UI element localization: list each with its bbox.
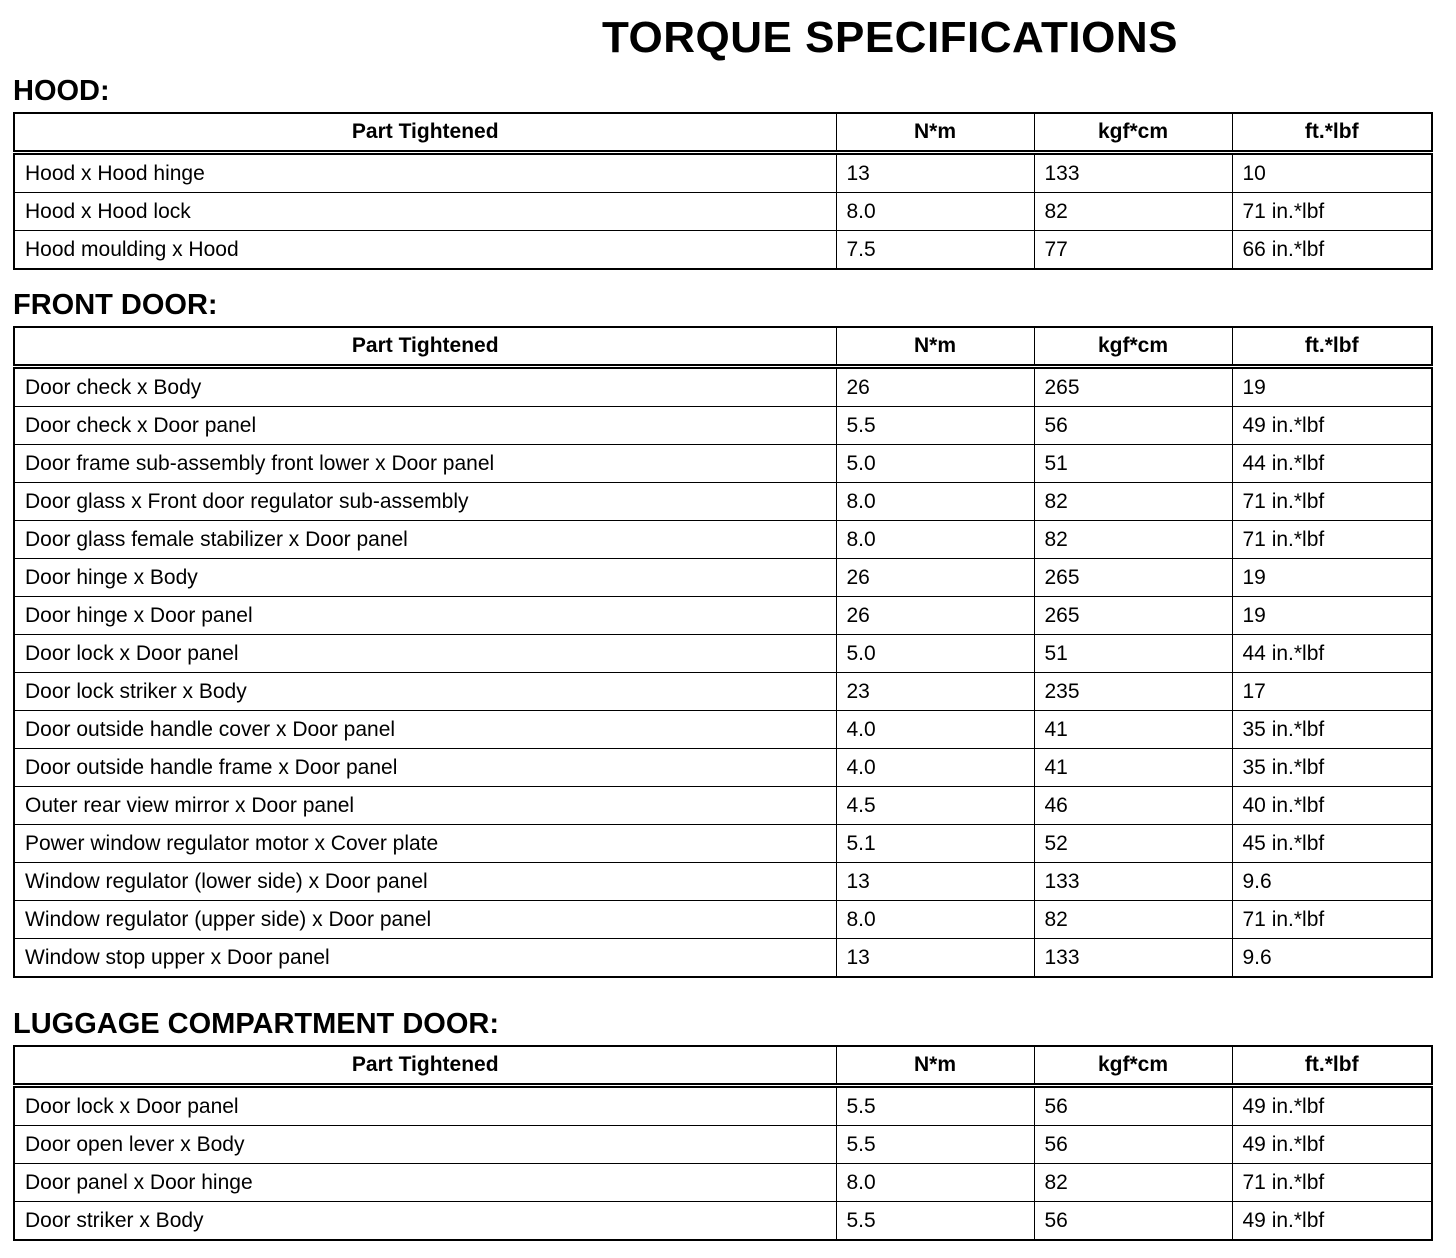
cell-part-tightened: Door glass female stabilizer x Door panel	[14, 521, 836, 559]
cell-ft-lbf: 71 in.*lbf	[1232, 1164, 1432, 1202]
cell-newton-meter: 5.0	[836, 445, 1034, 483]
cell-kgf-cm: 51	[1034, 635, 1232, 673]
cell-kgf-cm: 235	[1034, 673, 1232, 711]
table-row	[14, 1126, 1432, 1164]
cell-newton-meter: 26	[836, 367, 1034, 407]
cell-part-tightened: Hood x Hood lock	[14, 193, 836, 231]
cell-newton-meter: 26	[836, 597, 1034, 635]
front-door-section	[13, 288, 1431, 978]
table-row	[14, 597, 1432, 635]
cell-part-tightened: Door glass x Front door regulator sub-assembly	[14, 483, 836, 521]
table-row	[14, 193, 1432, 231]
cell-ft-lbf: 10	[1232, 153, 1432, 193]
cell-kgf-cm: 133	[1034, 863, 1232, 901]
cell-newton-meter: 4.0	[836, 749, 1034, 787]
front-door-heading: FRONT DOOR:	[13, 289, 218, 321]
cell-ft-lbf: 44 in.*lbf	[1232, 445, 1432, 483]
cell-ft-lbf: 49 in.*lbf	[1232, 407, 1432, 445]
cell-newton-meter: 8.0	[836, 483, 1034, 521]
cell-part-tightened: Door lock striker x Body	[14, 673, 836, 711]
column-header-ft-lbf: ft.*lbf	[1232, 1046, 1432, 1086]
table-header-row	[14, 327, 1432, 367]
cell-part-tightened: Door striker x Body	[14, 1202, 836, 1241]
cell-kgf-cm: 265	[1034, 367, 1232, 407]
cell-part-tightened: Hood moulding x Hood	[14, 231, 836, 270]
luggage-compartment-door-torque-table	[13, 1045, 1433, 1241]
cell-part-tightened: Door outside handle frame x Door panel	[14, 749, 836, 787]
column-header-kgf-cm: kgf*cm	[1034, 327, 1232, 367]
cell-part-tightened: Hood x Hood hinge	[14, 153, 836, 193]
cell-kgf-cm: 133	[1034, 939, 1232, 978]
column-header-ft-lbf: ft.*lbf	[1232, 113, 1432, 153]
cell-kgf-cm: 133	[1034, 153, 1232, 193]
cell-ft-lbf: 40 in.*lbf	[1232, 787, 1432, 825]
cell-part-tightened: Door lock x Door panel	[14, 635, 836, 673]
cell-ft-lbf: 49 in.*lbf	[1232, 1202, 1432, 1241]
cell-ft-lbf: 71 in.*lbf	[1232, 483, 1432, 521]
table-row	[14, 901, 1432, 939]
table-row	[14, 787, 1432, 825]
cell-newton-meter: 26	[836, 559, 1034, 597]
cell-kgf-cm: 265	[1034, 597, 1232, 635]
cell-kgf-cm: 52	[1034, 825, 1232, 863]
cell-ft-lbf: 49 in.*lbf	[1232, 1086, 1432, 1126]
cell-kgf-cm: 82	[1034, 901, 1232, 939]
cell-newton-meter: 8.0	[836, 193, 1034, 231]
cell-ft-lbf: 17	[1232, 673, 1432, 711]
table-row	[14, 445, 1432, 483]
cell-kgf-cm: 51	[1034, 445, 1232, 483]
cell-ft-lbf: 45 in.*lbf	[1232, 825, 1432, 863]
table-row	[14, 825, 1432, 863]
cell-part-tightened: Door check x Body	[14, 367, 836, 407]
column-header-part-tightened: Part Tightened	[14, 327, 836, 367]
cell-part-tightened: Door frame sub-assembly front lower x Door panel	[14, 445, 836, 483]
table-row	[14, 559, 1432, 597]
column-header-newton-meter: N*m	[836, 1046, 1034, 1086]
column-header-part-tightened: Part Tightened	[14, 113, 836, 153]
cell-ft-lbf: 19	[1232, 367, 1432, 407]
table-row	[14, 231, 1432, 270]
luggage-compartment-door-heading: LUGGAGE COMPARTMENT DOOR:	[13, 1008, 499, 1040]
cell-newton-meter: 5.5	[836, 407, 1034, 445]
cell-ft-lbf: 35 in.*lbf	[1232, 711, 1432, 749]
cell-kgf-cm: 82	[1034, 1164, 1232, 1202]
luggage-compartment-door-section	[13, 1007, 1431, 1241]
cell-ft-lbf: 71 in.*lbf	[1232, 193, 1432, 231]
cell-newton-meter: 23	[836, 673, 1034, 711]
cell-part-tightened: Door hinge x Body	[14, 559, 836, 597]
cell-part-tightened: Door outside handle cover x Door panel	[14, 711, 836, 749]
table-row	[14, 673, 1432, 711]
column-header-ft-lbf: ft.*lbf	[1232, 327, 1432, 367]
cell-part-tightened: Outer rear view mirror x Door panel	[14, 787, 836, 825]
cell-ft-lbf: 9.6	[1232, 939, 1432, 978]
hood-section	[13, 74, 1431, 270]
cell-kgf-cm: 82	[1034, 483, 1232, 521]
table-row	[14, 863, 1432, 901]
cell-ft-lbf: 49 in.*lbf	[1232, 1126, 1432, 1164]
cell-ft-lbf: 35 in.*lbf	[1232, 749, 1432, 787]
cell-kgf-cm: 56	[1034, 1126, 1232, 1164]
cell-kgf-cm: 56	[1034, 1202, 1232, 1241]
column-header-part-tightened: Part Tightened	[14, 1046, 836, 1086]
cell-newton-meter: 8.0	[836, 1164, 1034, 1202]
table-row	[14, 1202, 1432, 1241]
cell-part-tightened: Door open lever x Body	[14, 1126, 836, 1164]
cell-newton-meter: 8.0	[836, 521, 1034, 559]
hood-heading: HOOD:	[13, 75, 110, 107]
table-row	[14, 367, 1432, 407]
cell-newton-meter: 13	[836, 863, 1034, 901]
table-row	[14, 521, 1432, 559]
cell-part-tightened: Door check x Door panel	[14, 407, 836, 445]
column-header-kgf-cm: kgf*cm	[1034, 1046, 1232, 1086]
cell-part-tightened: Door panel x Door hinge	[14, 1164, 836, 1202]
table-row	[14, 1086, 1432, 1126]
cell-newton-meter: 5.5	[836, 1126, 1034, 1164]
table-header-row	[14, 113, 1432, 153]
cell-newton-meter: 4.0	[836, 711, 1034, 749]
column-header-kgf-cm: kgf*cm	[1034, 113, 1232, 153]
cell-kgf-cm: 46	[1034, 787, 1232, 825]
cell-newton-meter: 13	[836, 939, 1034, 978]
cell-part-tightened: Window regulator (lower side) x Door panel	[14, 863, 836, 901]
page-title: TORQUE SPECIFICATIONS	[601, 13, 1179, 62]
cell-ft-lbf: 44 in.*lbf	[1232, 635, 1432, 673]
table-row	[14, 711, 1432, 749]
cell-part-tightened: Door lock x Door panel	[14, 1086, 836, 1126]
table-header-row	[14, 1046, 1432, 1086]
cell-part-tightened: Window regulator (upper side) x Door panel	[14, 901, 836, 939]
cell-part-tightened: Door hinge x Door panel	[14, 597, 836, 635]
cell-ft-lbf: 9.6	[1232, 863, 1432, 901]
table-row	[14, 153, 1432, 193]
cell-ft-lbf: 71 in.*lbf	[1232, 901, 1432, 939]
cell-newton-meter: 7.5	[836, 231, 1034, 270]
cell-ft-lbf: 19	[1232, 559, 1432, 597]
cell-kgf-cm: 82	[1034, 521, 1232, 559]
cell-ft-lbf: 71 in.*lbf	[1232, 521, 1432, 559]
cell-kgf-cm: 41	[1034, 749, 1232, 787]
table-row	[14, 483, 1432, 521]
table-row	[14, 635, 1432, 673]
table-row	[14, 407, 1432, 445]
cell-kgf-cm: 82	[1034, 193, 1232, 231]
cell-ft-lbf: 66 in.*lbf	[1232, 231, 1432, 270]
table-row	[14, 939, 1432, 978]
cell-ft-lbf: 19	[1232, 597, 1432, 635]
cell-newton-meter: 5.1	[836, 825, 1034, 863]
cell-newton-meter: 4.5	[836, 787, 1034, 825]
cell-newton-meter: 8.0	[836, 901, 1034, 939]
column-header-newton-meter: N*m	[836, 113, 1034, 153]
cell-newton-meter: 13	[836, 153, 1034, 193]
hood-torque-table	[13, 112, 1433, 270]
cell-newton-meter: 5.5	[836, 1202, 1034, 1241]
cell-kgf-cm: 41	[1034, 711, 1232, 749]
table-row	[14, 749, 1432, 787]
cell-kgf-cm: 56	[1034, 407, 1232, 445]
cell-part-tightened: Power window regulator motor x Cover plate	[14, 825, 836, 863]
table-row	[14, 1164, 1432, 1202]
cell-kgf-cm: 265	[1034, 559, 1232, 597]
cell-newton-meter: 5.5	[836, 1086, 1034, 1126]
cell-kgf-cm: 77	[1034, 231, 1232, 270]
column-header-newton-meter: N*m	[836, 327, 1034, 367]
cell-part-tightened: Window stop upper x Door panel	[14, 939, 836, 978]
cell-kgf-cm: 56	[1034, 1086, 1232, 1126]
front-door-torque-table	[13, 326, 1433, 978]
cell-newton-meter: 5.0	[836, 635, 1034, 673]
